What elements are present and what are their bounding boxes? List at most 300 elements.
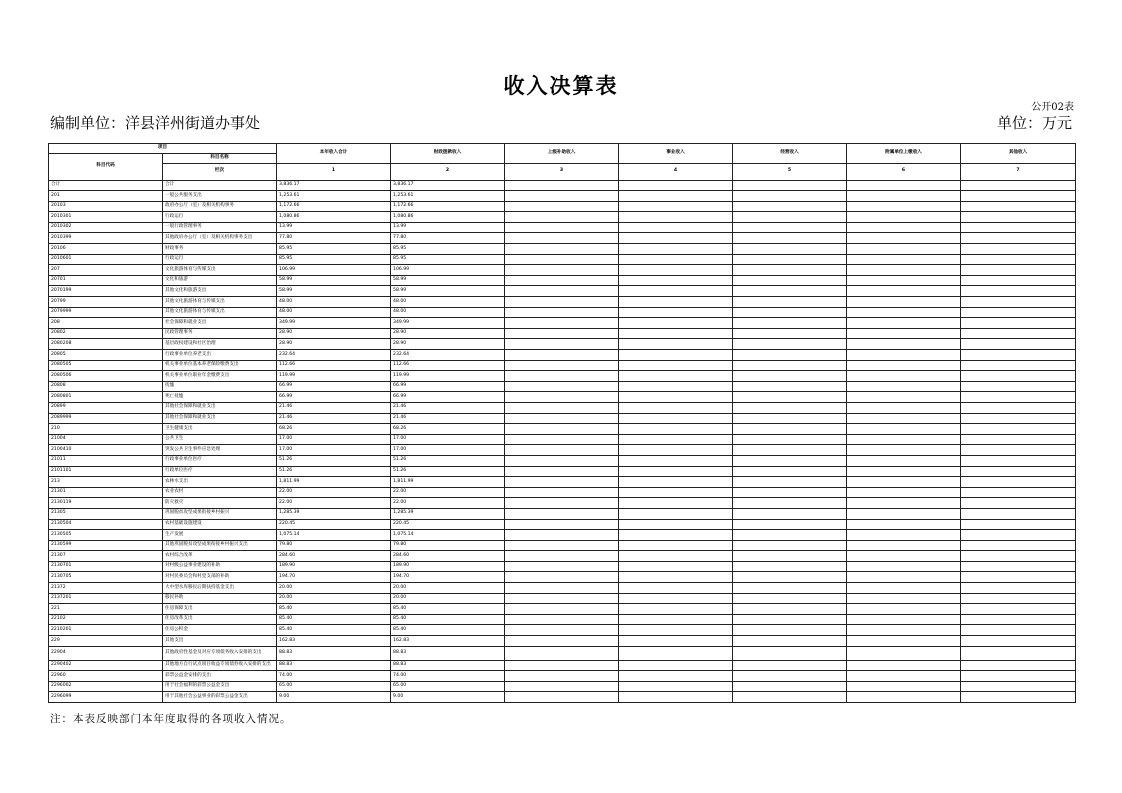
total-income-cell: 1,811.99 bbox=[277, 477, 391, 488]
other-income-cell bbox=[961, 350, 1076, 361]
table-row bbox=[49, 413, 1076, 424]
operating-income-cell bbox=[733, 180, 847, 191]
subject-code-cell: 2137201 bbox=[49, 593, 163, 604]
superior-subsidy-cell bbox=[505, 371, 619, 382]
operating-income-cell bbox=[733, 530, 847, 541]
business-income-cell bbox=[619, 519, 733, 530]
header-num-5: 5 bbox=[733, 163, 847, 180]
operating-income-cell bbox=[733, 498, 847, 509]
superior-subsidy-cell bbox=[505, 583, 619, 594]
other-income-cell bbox=[961, 254, 1076, 265]
table-row bbox=[49, 561, 1076, 572]
subject-code-cell: 210 bbox=[49, 424, 163, 435]
affiliated-unit-cell bbox=[847, 191, 961, 202]
superior-subsidy-cell bbox=[505, 212, 619, 223]
subject-code-cell: 21011 bbox=[49, 455, 163, 466]
business-income-cell bbox=[619, 392, 733, 403]
other-income-cell bbox=[961, 646, 1076, 660]
affiliated-unit-cell bbox=[847, 636, 961, 647]
fiscal-income-cell: 51.26 bbox=[391, 455, 505, 466]
business-income-cell bbox=[619, 671, 733, 682]
business-income-cell bbox=[619, 530, 733, 541]
total-income-cell: 20.00 bbox=[277, 583, 391, 594]
other-income-cell bbox=[961, 392, 1076, 403]
total-income-cell: 88.83 bbox=[277, 646, 391, 660]
table-row bbox=[49, 455, 1076, 466]
business-income-cell bbox=[619, 614, 733, 625]
table-row bbox=[49, 254, 1076, 265]
total-income-cell: 349.99 bbox=[277, 318, 391, 329]
superior-subsidy-cell bbox=[505, 424, 619, 435]
total-income-cell: 28.90 bbox=[277, 328, 391, 339]
table-row bbox=[49, 466, 1076, 477]
business-income-cell bbox=[619, 350, 733, 361]
operating-income-cell bbox=[733, 413, 847, 424]
superior-subsidy-cell bbox=[505, 328, 619, 339]
subject-code-cell: 22960 bbox=[49, 671, 163, 682]
superior-subsidy-cell bbox=[505, 487, 619, 498]
business-income-cell bbox=[619, 551, 733, 562]
operating-income-cell bbox=[733, 681, 847, 692]
total-income-cell: 48.00 bbox=[277, 307, 391, 318]
other-income-cell bbox=[961, 318, 1076, 329]
operating-income-cell bbox=[733, 201, 847, 212]
table-row bbox=[49, 402, 1076, 413]
other-income-cell bbox=[961, 671, 1076, 682]
subject-name-cell: 农林水支出 bbox=[163, 477, 277, 488]
subject-name-cell: 其他文化旅游体育与传媒支出 bbox=[163, 307, 277, 318]
business-income-cell bbox=[619, 498, 733, 509]
affiliated-unit-cell bbox=[847, 660, 961, 671]
table-row bbox=[49, 692, 1076, 703]
fiscal-income-cell: 58.99 bbox=[391, 275, 505, 286]
business-income-cell bbox=[619, 286, 733, 297]
operating-income-cell bbox=[733, 233, 847, 244]
table-row bbox=[49, 180, 1076, 191]
subject-code-cell: 20701 bbox=[49, 275, 163, 286]
table-row bbox=[49, 540, 1076, 551]
fiscal-income-cell: 9.00 bbox=[391, 692, 505, 703]
total-income-cell: 3,836.17 bbox=[277, 180, 391, 191]
other-income-cell bbox=[961, 508, 1076, 519]
subject-name-cell: 卫生健康支出 bbox=[163, 424, 277, 435]
fiscal-income-cell: 85.40 bbox=[391, 625, 505, 636]
superior-subsidy-cell bbox=[505, 530, 619, 541]
fiscal-income-cell: 85.95 bbox=[391, 254, 505, 265]
subject-name-cell: 农村综合改革 bbox=[163, 551, 277, 562]
subject-name-cell: 其他社会保障和就业支出 bbox=[163, 402, 277, 413]
subject-name-cell: 其他政府办公厅（室）及相关机构事务支出 bbox=[163, 233, 277, 244]
fiscal-income-cell: 22.00 bbox=[391, 487, 505, 498]
fiscal-income-cell: 119.99 bbox=[391, 371, 505, 382]
subject-code-cell: 2010601 bbox=[49, 254, 163, 265]
affiliated-unit-cell bbox=[847, 275, 961, 286]
operating-income-cell bbox=[733, 604, 847, 615]
subject-name-cell: 巩固脱贫攻坚成果衔接乡村振兴 bbox=[163, 508, 277, 519]
business-income-cell bbox=[619, 660, 733, 671]
table-row bbox=[49, 572, 1076, 583]
subject-code-cell: 229 bbox=[49, 636, 163, 647]
business-income-cell bbox=[619, 692, 733, 703]
business-income-cell bbox=[619, 212, 733, 223]
fiscal-income-cell: 284.60 bbox=[391, 551, 505, 562]
operating-income-cell bbox=[733, 660, 847, 671]
fiscal-income-cell: 68.26 bbox=[391, 424, 505, 435]
subject-name-cell: 农业农村 bbox=[163, 487, 277, 498]
table-row bbox=[49, 275, 1076, 286]
subject-code-cell: 20802 bbox=[49, 328, 163, 339]
affiliated-unit-cell bbox=[847, 381, 961, 392]
table-row bbox=[49, 551, 1076, 562]
affiliated-unit-cell bbox=[847, 318, 961, 329]
business-income-cell bbox=[619, 297, 733, 308]
fiscal-income-cell: 1,811.99 bbox=[391, 477, 505, 488]
total-income-cell: 51.26 bbox=[277, 466, 391, 477]
subject-name-cell: 合计 bbox=[163, 180, 277, 191]
subject-name-cell: 用于其他社会公益事业的彩票公益金支出 bbox=[163, 692, 277, 703]
subject-code-cell: 2010302 bbox=[49, 222, 163, 233]
header-num-7: 7 bbox=[961, 163, 1076, 180]
subject-code-cell: 20808 bbox=[49, 381, 163, 392]
fiscal-income-cell: 79.80 bbox=[391, 540, 505, 551]
business-income-cell bbox=[619, 413, 733, 424]
fiscal-income-cell: 28.90 bbox=[391, 328, 505, 339]
header-col-4: 事业收入 bbox=[619, 144, 733, 164]
operating-income-cell bbox=[733, 392, 847, 403]
affiliated-unit-cell bbox=[847, 477, 961, 488]
superior-subsidy-cell bbox=[505, 593, 619, 604]
total-income-cell: 13.99 bbox=[277, 222, 391, 233]
fiscal-income-cell: 48.00 bbox=[391, 307, 505, 318]
subject-code-cell: 2290402 bbox=[49, 660, 163, 671]
table-row bbox=[49, 297, 1076, 308]
affiliated-unit-cell bbox=[847, 360, 961, 371]
total-income-cell: 85.40 bbox=[277, 604, 391, 615]
other-income-cell bbox=[961, 191, 1076, 202]
business-income-cell bbox=[619, 445, 733, 456]
subject-code-cell: 2130705 bbox=[49, 572, 163, 583]
subject-name-cell: 大中型水库移民后期扶持基金支出 bbox=[163, 583, 277, 594]
affiliated-unit-cell bbox=[847, 519, 961, 530]
subject-code-cell: 2080505 bbox=[49, 360, 163, 371]
subject-name-cell: 住房公积金 bbox=[163, 625, 277, 636]
total-income-cell: 66.99 bbox=[277, 392, 391, 403]
total-income-cell: 88.83 bbox=[277, 660, 391, 671]
fiscal-income-cell: 1,075.14 bbox=[391, 530, 505, 541]
income-table bbox=[48, 143, 1076, 703]
subject-code-cell: 2080801 bbox=[49, 392, 163, 403]
subject-name-cell: 其他文化和旅游支出 bbox=[163, 286, 277, 297]
superior-subsidy-cell bbox=[505, 572, 619, 583]
total-income-cell: 58.99 bbox=[277, 286, 391, 297]
subject-name-cell: 机关事业单位职业年金缴费支出 bbox=[163, 371, 277, 382]
form-code: 公开02表 bbox=[1031, 102, 1074, 113]
superior-subsidy-cell bbox=[505, 434, 619, 445]
subject-name-cell: 文化旅游体育与传媒支出 bbox=[163, 265, 277, 276]
subject-code-cell: 21305 bbox=[49, 508, 163, 519]
table-row bbox=[49, 318, 1076, 329]
table-row bbox=[49, 360, 1076, 371]
table-row bbox=[49, 381, 1076, 392]
superior-subsidy-cell bbox=[505, 671, 619, 682]
affiliated-unit-cell bbox=[847, 297, 961, 308]
superior-subsidy-cell bbox=[505, 180, 619, 191]
operating-income-cell bbox=[733, 692, 847, 703]
other-income-cell bbox=[961, 660, 1076, 671]
operating-income-cell bbox=[733, 508, 847, 519]
total-income-cell: 162.83 bbox=[277, 636, 391, 647]
total-income-cell: 1,285.39 bbox=[277, 508, 391, 519]
superior-subsidy-cell bbox=[505, 477, 619, 488]
other-income-cell bbox=[961, 275, 1076, 286]
affiliated-unit-cell bbox=[847, 402, 961, 413]
total-income-cell: 1,080.86 bbox=[277, 212, 391, 223]
other-income-cell bbox=[961, 583, 1076, 594]
other-income-cell bbox=[961, 681, 1076, 692]
header-col-1: 本年收入合计 bbox=[277, 144, 391, 164]
fiscal-income-cell: 65.00 bbox=[391, 681, 505, 692]
subject-code-cell: 21372 bbox=[49, 583, 163, 594]
superior-subsidy-cell bbox=[505, 275, 619, 286]
superior-subsidy-cell bbox=[505, 339, 619, 350]
total-income-cell: 21.46 bbox=[277, 402, 391, 413]
superior-subsidy-cell bbox=[505, 636, 619, 647]
business-income-cell bbox=[619, 434, 733, 445]
other-income-cell bbox=[961, 498, 1076, 509]
table-row bbox=[49, 636, 1076, 647]
affiliated-unit-cell bbox=[847, 222, 961, 233]
total-income-cell: 77.80 bbox=[277, 233, 391, 244]
superior-subsidy-cell bbox=[505, 233, 619, 244]
subject-name-cell: 其他巩固脱贫攻坚成果衔接乡村振兴支出 bbox=[163, 540, 277, 551]
affiliated-unit-cell bbox=[847, 671, 961, 682]
fiscal-income-cell: 1,080.86 bbox=[391, 212, 505, 223]
affiliated-unit-cell bbox=[847, 540, 961, 551]
subject-code-cell: 2079999 bbox=[49, 307, 163, 318]
operating-income-cell bbox=[733, 339, 847, 350]
operating-income-cell bbox=[733, 318, 847, 329]
other-income-cell bbox=[961, 455, 1076, 466]
superior-subsidy-cell bbox=[505, 660, 619, 671]
table-row bbox=[49, 508, 1076, 519]
affiliated-unit-cell bbox=[847, 339, 961, 350]
subject-code-cell: 2080208 bbox=[49, 339, 163, 350]
superior-subsidy-cell bbox=[505, 191, 619, 202]
total-income-cell: 17.00 bbox=[277, 434, 391, 445]
affiliated-unit-cell bbox=[847, 646, 961, 660]
operating-income-cell bbox=[733, 286, 847, 297]
subject-name-cell: 政府办公厅（室）及相关机构事务 bbox=[163, 201, 277, 212]
business-income-cell bbox=[619, 254, 733, 265]
superior-subsidy-cell bbox=[505, 692, 619, 703]
fiscal-income-cell: 85.40 bbox=[391, 614, 505, 625]
operating-income-cell bbox=[733, 572, 847, 583]
total-income-cell: 48.00 bbox=[277, 297, 391, 308]
subject-name-cell: 对村级公益事业建设的补助 bbox=[163, 561, 277, 572]
business-income-cell bbox=[619, 540, 733, 551]
superior-subsidy-cell bbox=[505, 508, 619, 519]
operating-income-cell bbox=[733, 445, 847, 456]
page-title: 收入决算表 bbox=[503, 74, 619, 98]
other-income-cell bbox=[961, 328, 1076, 339]
affiliated-unit-cell bbox=[847, 413, 961, 424]
subject-code-cell: 20106 bbox=[49, 244, 163, 255]
subject-name-cell: 行政单位医疗 bbox=[163, 466, 277, 477]
compiling-unit: 编制单位：洋县洋州街道办事处 bbox=[50, 114, 261, 132]
operating-income-cell bbox=[733, 614, 847, 625]
affiliated-unit-cell bbox=[847, 307, 961, 318]
other-income-cell bbox=[961, 212, 1076, 223]
subject-name-cell: 行政运行 bbox=[163, 212, 277, 223]
total-income-cell: 66.99 bbox=[277, 381, 391, 392]
fiscal-income-cell: 232.64 bbox=[391, 350, 505, 361]
other-income-cell bbox=[961, 286, 1076, 297]
affiliated-unit-cell bbox=[847, 244, 961, 255]
affiliated-unit-cell bbox=[847, 604, 961, 615]
operating-income-cell bbox=[733, 636, 847, 647]
business-income-cell bbox=[619, 487, 733, 498]
subject-name-cell: 机关事业单位基本养老保险缴费支出 bbox=[163, 360, 277, 371]
subject-name-cell: 死亡抚恤 bbox=[163, 392, 277, 403]
total-income-cell: 51.26 bbox=[277, 455, 391, 466]
subject-name-cell: 抚恤 bbox=[163, 381, 277, 392]
affiliated-unit-cell bbox=[847, 561, 961, 572]
business-income-cell bbox=[619, 328, 733, 339]
fiscal-income-cell: 88.83 bbox=[391, 646, 505, 660]
business-income-cell bbox=[619, 466, 733, 477]
fiscal-income-cell: 22.00 bbox=[391, 498, 505, 509]
operating-income-cell bbox=[733, 275, 847, 286]
superior-subsidy-cell bbox=[505, 540, 619, 551]
subject-code-cell: 2100410 bbox=[49, 445, 163, 456]
other-income-cell bbox=[961, 413, 1076, 424]
subject-code-cell: 2080506 bbox=[49, 371, 163, 382]
subject-name-cell: 行政事业单位养老支出 bbox=[163, 350, 277, 361]
total-income-cell: 119.99 bbox=[277, 371, 391, 382]
total-income-cell: 22.00 bbox=[277, 487, 391, 498]
business-income-cell bbox=[619, 222, 733, 233]
subject-name-cell: 生产发展 bbox=[163, 530, 277, 541]
fiscal-income-cell: 85.95 bbox=[391, 244, 505, 255]
affiliated-unit-cell bbox=[847, 498, 961, 509]
subject-code-cell: 201 bbox=[49, 191, 163, 202]
header-col-6: 附属单位上缴收入 bbox=[847, 144, 961, 164]
total-income-cell: 1,172.66 bbox=[277, 201, 391, 212]
business-income-cell bbox=[619, 455, 733, 466]
table-row bbox=[49, 233, 1076, 244]
operating-income-cell bbox=[733, 360, 847, 371]
table-row bbox=[49, 519, 1076, 530]
fiscal-income-cell: 77.80 bbox=[391, 233, 505, 244]
superior-subsidy-cell bbox=[505, 402, 619, 413]
superior-subsidy-cell bbox=[505, 318, 619, 329]
footnote: 注：本表反映部门本年度取得的各项收入情况。 bbox=[50, 713, 292, 725]
fiscal-income-cell: 21.46 bbox=[391, 413, 505, 424]
total-income-cell: 232.64 bbox=[277, 350, 391, 361]
subject-name-cell: 防灾救灾 bbox=[163, 498, 277, 509]
table-row bbox=[49, 350, 1076, 361]
header-num-3: 3 bbox=[505, 163, 619, 180]
affiliated-unit-cell bbox=[847, 583, 961, 594]
business-income-cell bbox=[619, 636, 733, 647]
fiscal-income-cell: 20.00 bbox=[391, 593, 505, 604]
subject-name-cell: 其他文化旅游体育与传媒支出 bbox=[163, 297, 277, 308]
fiscal-income-cell: 220.45 bbox=[391, 519, 505, 530]
table-row bbox=[49, 625, 1076, 636]
total-income-cell: 85.40 bbox=[277, 625, 391, 636]
superior-subsidy-cell bbox=[505, 445, 619, 456]
subject-code-cell: 2130119 bbox=[49, 498, 163, 509]
table-row bbox=[49, 307, 1076, 318]
other-income-cell bbox=[961, 445, 1076, 456]
affiliated-unit-cell bbox=[847, 681, 961, 692]
table-row bbox=[49, 212, 1076, 223]
operating-income-cell bbox=[733, 244, 847, 255]
subject-code-cell: 2296099 bbox=[49, 692, 163, 703]
other-income-cell bbox=[961, 551, 1076, 562]
total-income-cell: 194.70 bbox=[277, 572, 391, 583]
fiscal-income-cell: 66.99 bbox=[391, 392, 505, 403]
total-income-cell: 74.00 bbox=[277, 671, 391, 682]
subject-code-cell: 2130701 bbox=[49, 561, 163, 572]
table-row bbox=[49, 530, 1076, 541]
header-num-6: 6 bbox=[847, 163, 961, 180]
fiscal-income-cell: 189.90 bbox=[391, 561, 505, 572]
other-income-cell bbox=[961, 614, 1076, 625]
business-income-cell bbox=[619, 402, 733, 413]
subject-code-cell: 21004 bbox=[49, 434, 163, 445]
fiscal-income-cell: 48.00 bbox=[391, 297, 505, 308]
business-income-cell bbox=[619, 477, 733, 488]
affiliated-unit-cell bbox=[847, 572, 961, 583]
affiliated-unit-cell bbox=[847, 212, 961, 223]
subject-code-cell: 213 bbox=[49, 477, 163, 488]
header-num-2: 2 bbox=[391, 163, 505, 180]
other-income-cell bbox=[961, 222, 1076, 233]
subject-name-cell: 突发公共卫生事件应急处理 bbox=[163, 445, 277, 456]
other-income-cell bbox=[961, 233, 1076, 244]
other-income-cell bbox=[961, 692, 1076, 703]
subject-name-cell: 一般公共服务支出 bbox=[163, 191, 277, 202]
fiscal-income-cell: 1,172.66 bbox=[391, 201, 505, 212]
other-income-cell bbox=[961, 487, 1076, 498]
other-income-cell bbox=[961, 561, 1076, 572]
affiliated-unit-cell bbox=[847, 350, 961, 361]
other-income-cell bbox=[961, 625, 1076, 636]
other-income-cell bbox=[961, 307, 1076, 318]
superior-subsidy-cell bbox=[505, 307, 619, 318]
business-income-cell bbox=[619, 572, 733, 583]
operating-income-cell bbox=[733, 297, 847, 308]
superior-subsidy-cell bbox=[505, 625, 619, 636]
total-income-cell: 28.90 bbox=[277, 339, 391, 350]
operating-income-cell bbox=[733, 254, 847, 265]
business-income-cell bbox=[619, 593, 733, 604]
business-income-cell bbox=[619, 646, 733, 660]
affiliated-unit-cell bbox=[847, 424, 961, 435]
total-income-cell: 85.95 bbox=[277, 254, 391, 265]
subject-name-cell: 用于社会福利的彩票公益金支出 bbox=[163, 681, 277, 692]
subject-code-cell: 合计 bbox=[49, 180, 163, 191]
fiscal-income-cell: 194.70 bbox=[391, 572, 505, 583]
header-subject-name: 科目名称 bbox=[163, 153, 277, 163]
table-row bbox=[49, 660, 1076, 671]
fiscal-income-cell: 13.99 bbox=[391, 222, 505, 233]
total-income-cell: 85.95 bbox=[277, 244, 391, 255]
subject-code-cell: 20805 bbox=[49, 350, 163, 361]
total-income-cell: 68.26 bbox=[277, 424, 391, 435]
total-income-cell: 79.80 bbox=[277, 540, 391, 551]
